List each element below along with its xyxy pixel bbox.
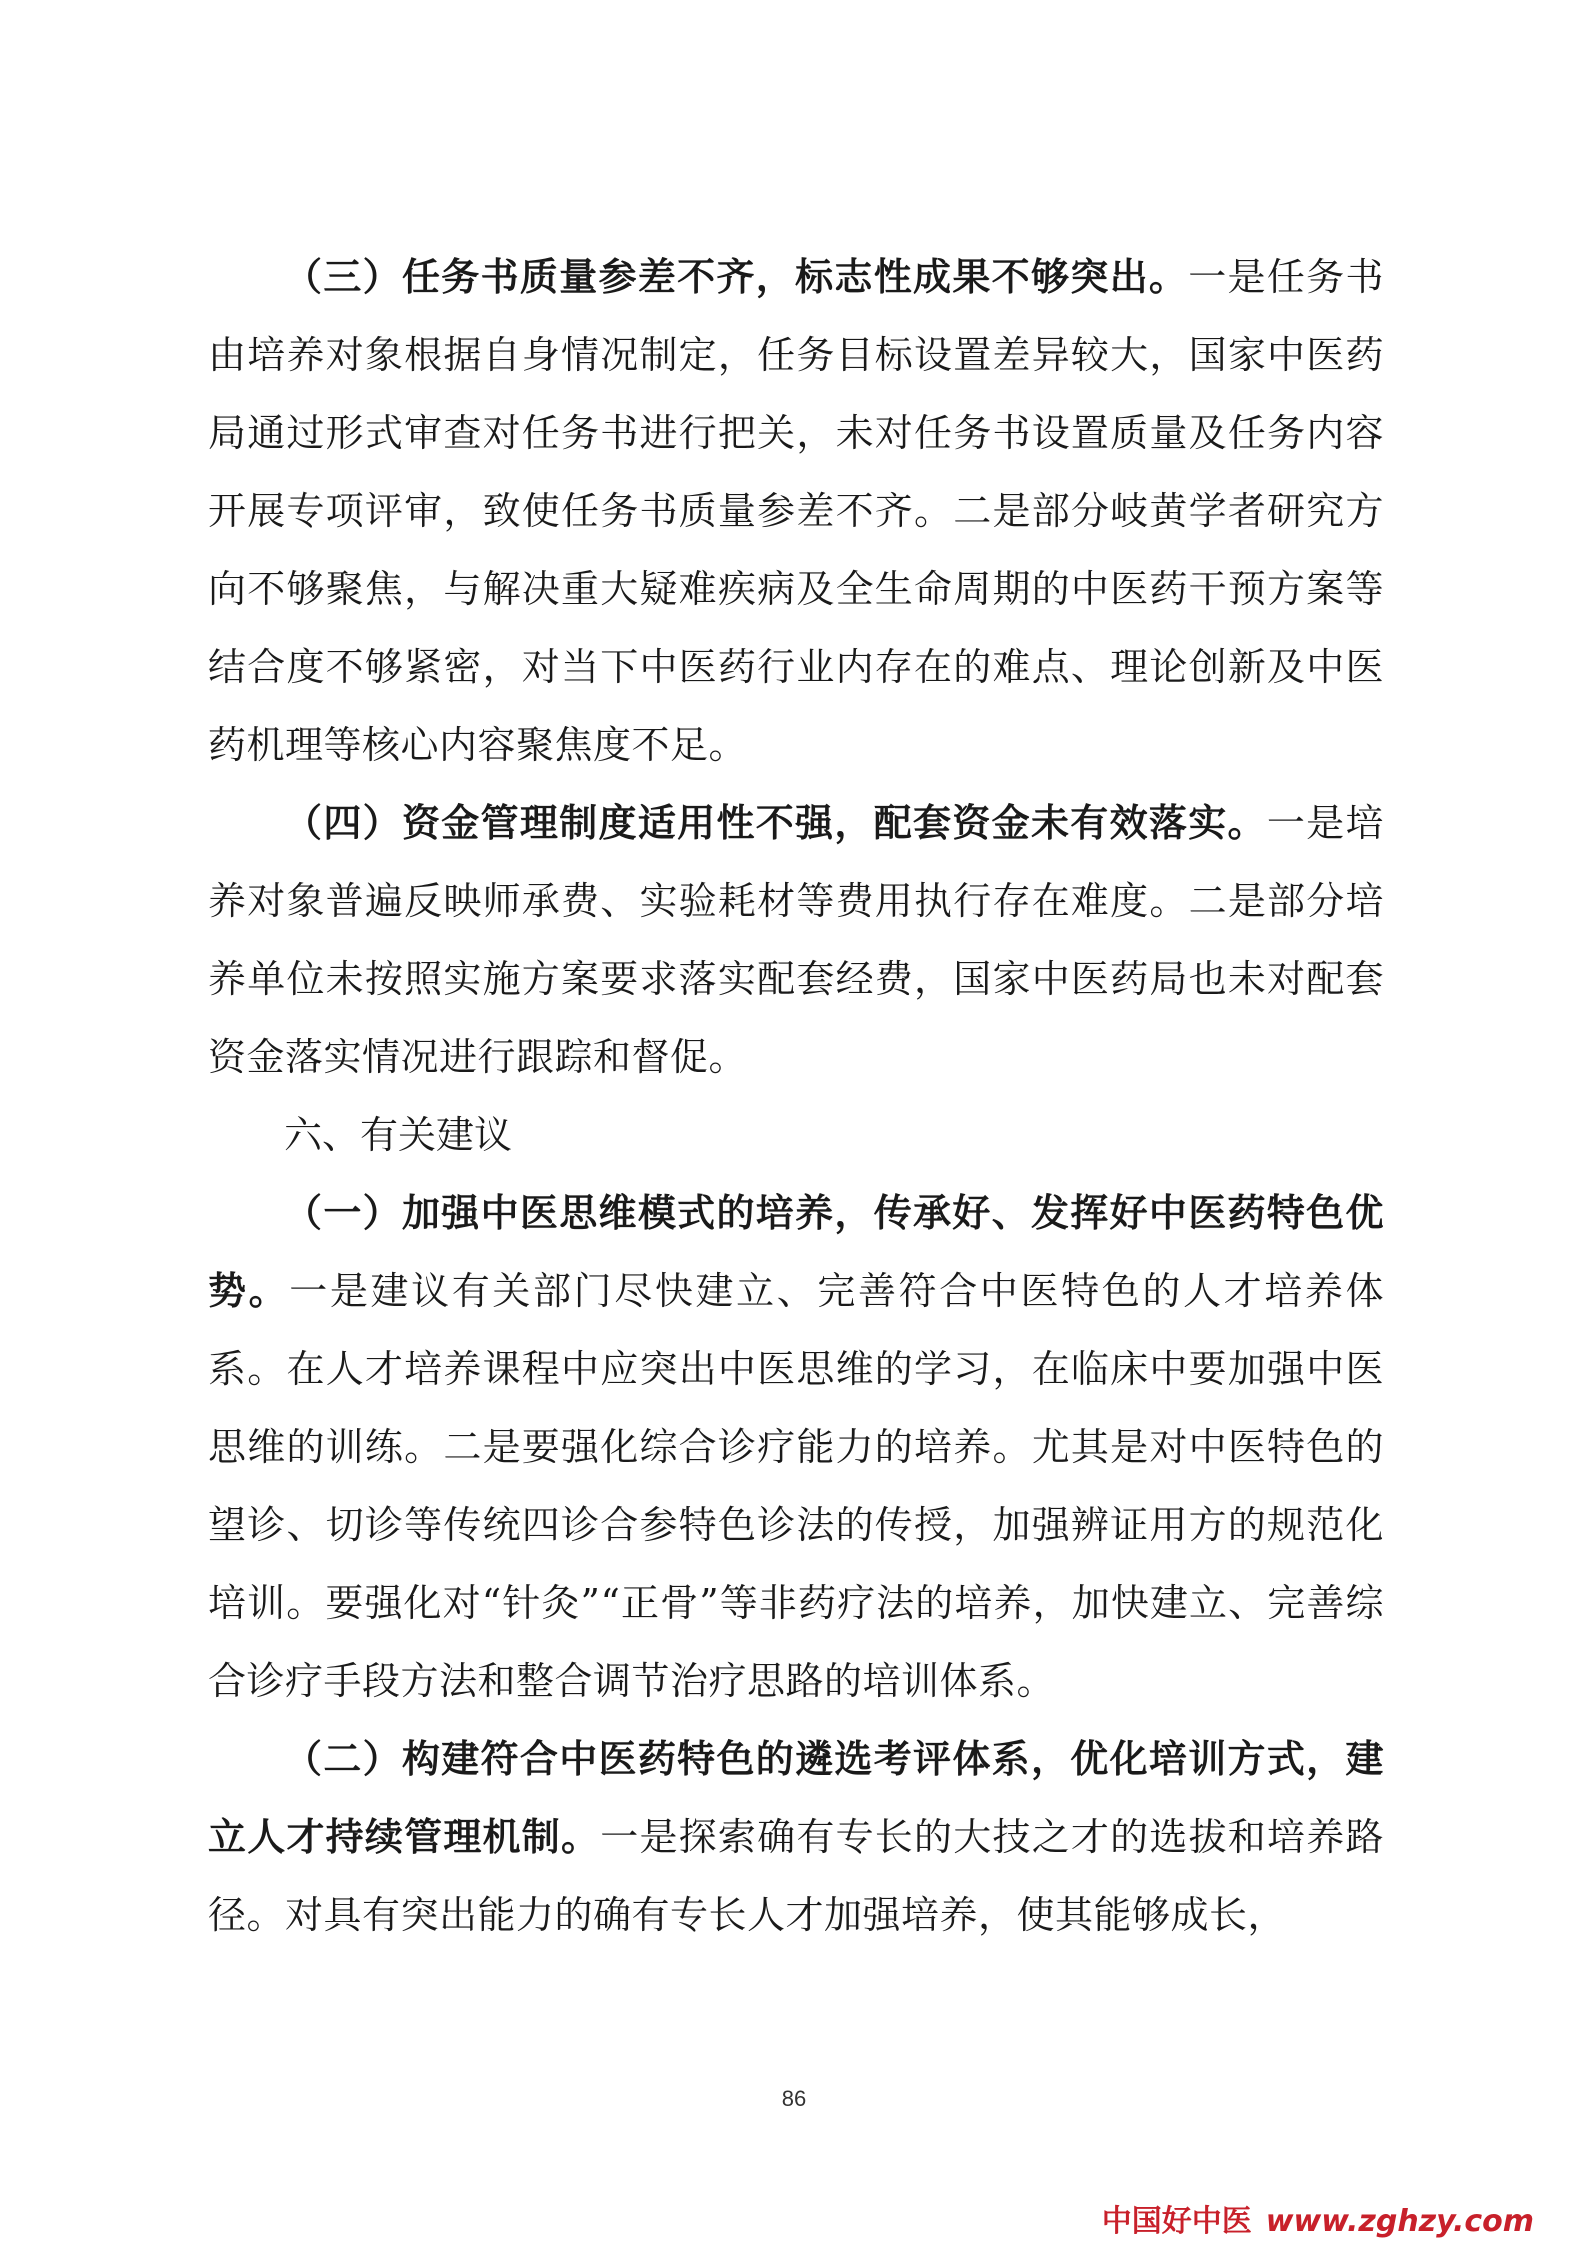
page-number: 86: [781, 2086, 807, 2111]
paragraph-text: 一是探索确有专长的大技之才的选拔和培养路径。对具有突出能力的确有专长人才加强培养，使其能够成长，: [208, 1815, 1384, 1937]
paragraph-suggestion-2: [208, 1720, 1384, 1954]
paragraph-heading: （三）任务书质量参差不齐，标志性成果不够突出。: [284, 254, 1189, 299]
section-heading: 六、有关建议: [284, 1113, 513, 1157]
document-body: [208, 238, 1384, 1954]
paragraph-text: 一是任务书由培养对象根据自身情况制定，任务目标设置差异较大，国家中医药局通过形式审查对任务书进行把关，未对任务书设置质量及任务内容开展专项评审，致使任务书质量参差不齐。二是部分岐黄学者研究方向不够聚焦，与解决重大疑难疾病及全生命周期的中医药干预方案等结合度不够紧密，对当下中医药行业内存在的难点、理论创新及中医药机理等核心内容聚焦度不足。: [208, 255, 1384, 767]
paragraph-task-quality: [208, 238, 1384, 784]
paragraph-text: 一是培养对象普遍反映师承费、实验耗材等费用执行存在难度。二是部分培养单位未按照实施方案要求落实配套经费，国家中医药局也未对配套资金落实情况进行跟踪和督促。: [208, 801, 1384, 1079]
watermark: [1102, 2196, 1534, 2240]
paragraph-heading: （四）资金管理制度适用性不强，配套资金未有效落实。: [284, 800, 1267, 845]
watermark-brand: 中国好中医: [1101, 2204, 1252, 2239]
paragraph-fund-management: [208, 784, 1384, 1096]
watermark-url: www.zghzy.com: [1265, 2204, 1534, 2239]
paragraph-text: 一是建议有关部门尽快建立、完善符合中医特色的人才培养体系。在人才培养课程中应突出中医思维的学习，在临床中要加强中医思维的训练。二是要强化综合诊疗能力的培养。尤其是对中医特色的望诊、切诊等传统四诊合参特色诊法的传授，加强辨证用方的规范化培训。要强化对“针灸”“正骨”等非药疗法的培养，加快建立、完善综合诊疗手段方法和整合调节治疗思路的培训体系。: [208, 1269, 1384, 1703]
paragraph-heading: （二）构建符合中医药特色的遴选考评体系，优化培训方式，建立人才持续管理机制。: [208, 1736, 1384, 1859]
paragraph-suggestion-1: [208, 1174, 1384, 1720]
paragraph-heading: （一）加强中医思维模式的培养，传承好、发挥好中医药特色优势。: [208, 1190, 1384, 1313]
